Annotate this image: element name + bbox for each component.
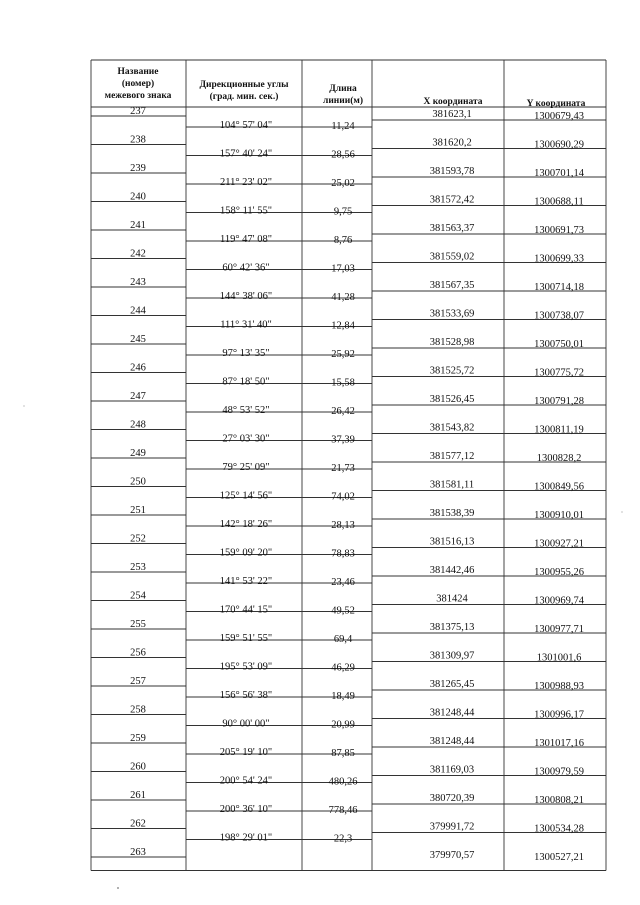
y-coordinate-value: 1300977,71 xyxy=(534,624,584,635)
line-length-value: 28,13 xyxy=(331,520,355,531)
direction-angle-value: 27° 03' 30" xyxy=(222,433,270,445)
y-coordinate-value: 1300811,19 xyxy=(534,424,584,436)
point-name: 245 xyxy=(130,334,146,345)
x-coordinate-value: 381533,69 xyxy=(429,308,475,320)
point-name: 256 xyxy=(130,647,146,659)
direction-angle-value: 159° 09' 20" xyxy=(219,547,273,559)
direction-angle-value: 157° 40' 24" xyxy=(219,148,273,160)
line-length-value: 9,75 xyxy=(333,206,353,218)
point-name: 247 xyxy=(130,391,146,402)
direction-angle-value: 87° 18' 50" xyxy=(222,376,270,388)
scan-speck xyxy=(23,405,24,406)
direction-angle-value: 144° 38' 06" xyxy=(219,291,273,302)
line-length-value: 74,02 xyxy=(331,491,355,503)
point-name: 244 xyxy=(130,305,146,317)
x-coordinate-value: 381265,45 xyxy=(429,679,475,690)
x-coordinate-value: 381528,98 xyxy=(429,337,475,348)
header-y-coordinate: Y координата xyxy=(526,99,586,109)
point-name: 260 xyxy=(130,761,146,773)
x-coordinate-value: 381538,39 xyxy=(429,508,475,519)
line-length-value: 11,24 xyxy=(331,121,355,132)
y-coordinate-value: 1300690,29 xyxy=(534,139,584,151)
direction-angle-value: 97° 13' 35" xyxy=(222,348,270,359)
direction-angle-value: 141° 53' 22" xyxy=(219,576,273,587)
line-length-value: 8,76 xyxy=(333,235,353,246)
y-coordinate-value: 1301001,6 xyxy=(536,652,582,664)
point-name: 239 xyxy=(130,163,146,174)
direction-angle-value: 211° 23' 02" xyxy=(220,177,272,188)
scan-specks xyxy=(23,405,622,889)
line-length-value: 41,28 xyxy=(331,292,355,303)
direction-angle-value: 198° 29' 01" xyxy=(219,832,273,844)
x-coordinate-value: 381563,37 xyxy=(429,223,475,234)
line-length-value: 37,39 xyxy=(331,434,355,446)
x-coordinate-value: 381248,44 xyxy=(429,707,475,719)
y-coordinate-value: 1300955,26 xyxy=(534,567,584,578)
table-body xyxy=(130,106,585,863)
y-coordinate-value: 1300750,01 xyxy=(534,339,584,350)
header-x-coordinate: X координата xyxy=(423,97,483,107)
point-name: 263 xyxy=(130,847,146,858)
point-name: 248 xyxy=(130,419,146,431)
x-coordinate-value: 381424 xyxy=(436,593,468,605)
y-coordinate-value: 1300828,2 xyxy=(536,453,582,464)
x-coordinate-value: 381577,12 xyxy=(429,451,475,462)
y-coordinate-value: 1300988,93 xyxy=(534,681,584,692)
header-name-line-1: Название xyxy=(117,67,159,77)
x-coordinate-value: 381572,42 xyxy=(429,194,475,206)
x-coordinate-value: 381581,11 xyxy=(429,479,475,491)
point-name: 257 xyxy=(130,676,146,687)
line-length-value: 778,46 xyxy=(328,805,358,816)
line-length-value: 46,29 xyxy=(331,662,355,674)
point-name: 259 xyxy=(130,733,146,744)
point-name: 243 xyxy=(130,277,146,288)
x-coordinate-value: 381593,78 xyxy=(429,166,475,177)
header-name-line-2: (номер) xyxy=(121,79,155,89)
x-coordinate-value: 381442,46 xyxy=(429,565,475,576)
direction-angle-value: 205° 19' 10" xyxy=(219,747,273,758)
point-name: 258 xyxy=(130,704,146,716)
direction-angle-value: 48° 53' 52" xyxy=(222,405,270,416)
line-length-value: 18,49 xyxy=(331,691,355,702)
y-coordinate-value: 1300738,07 xyxy=(534,310,584,322)
direction-angle-value: 158° 11' 55" xyxy=(220,205,272,217)
x-coordinate-value: 381623,1 xyxy=(432,109,472,120)
header-angle-line-2: (град. мин. сек.) xyxy=(209,92,279,102)
line-length-value: 23,46 xyxy=(331,577,355,588)
scan-speck xyxy=(117,887,119,889)
x-coordinate-value: 379991,72 xyxy=(429,821,475,833)
header-name-line-3: межевого знака xyxy=(104,91,172,101)
line-length-value: 87,85 xyxy=(331,748,355,759)
point-name: 255 xyxy=(130,619,146,630)
point-name: 262 xyxy=(130,818,146,830)
line-length-value: 22,3 xyxy=(333,833,353,845)
direction-angle-value: 125° 14' 56" xyxy=(219,490,273,502)
direction-angle-value: 104° 57' 04" xyxy=(219,120,273,131)
direction-angle-value: 200° 54' 24" xyxy=(219,775,273,787)
line-length-value: 20,99 xyxy=(331,719,355,731)
point-name: 237 xyxy=(130,106,146,117)
y-coordinate-value: 1300714,18 xyxy=(534,282,584,293)
header-angle-line-1: Дирекционные углы xyxy=(199,80,289,90)
y-coordinate-value: 1300527,21 xyxy=(534,852,584,863)
direction-angle-value: 60° 42' 36" xyxy=(222,262,270,274)
y-coordinate-value: 1300910,01 xyxy=(534,510,584,521)
line-length-value: 78,83 xyxy=(331,548,355,560)
direction-angle-value: 170° 44' 15" xyxy=(219,604,273,616)
line-length-value: 25,92 xyxy=(331,349,355,360)
point-name: 246 xyxy=(130,362,146,374)
x-coordinate-value: 381620,2 xyxy=(432,137,472,149)
point-name: 241 xyxy=(130,220,146,231)
line-length-value: 12,84 xyxy=(331,320,355,332)
point-name: 261 xyxy=(130,790,146,801)
scan-speck xyxy=(621,511,622,512)
x-coordinate-value: 379970,57 xyxy=(429,850,475,861)
x-coordinate-value: 381543,82 xyxy=(429,422,475,434)
direction-angle-value: 195° 53' 09" xyxy=(219,661,273,673)
y-coordinate-value: 1300701,14 xyxy=(534,168,584,179)
line-length-value: 480,26 xyxy=(328,776,358,788)
direction-angle-value: 142° 18' 26" xyxy=(219,519,273,530)
line-length-value: 21,73 xyxy=(331,463,355,474)
y-coordinate-value: 1300996,17 xyxy=(534,709,584,721)
direction-angle-value: 111° 31' 40" xyxy=(220,319,272,331)
x-coordinate-value: 381248,44 xyxy=(429,736,475,747)
direction-angle-value: 159° 51' 55" xyxy=(219,633,273,644)
x-coordinate-value: 381375,13 xyxy=(429,622,475,633)
x-coordinate-value: 381525,72 xyxy=(429,365,475,377)
y-coordinate-value: 1301017,16 xyxy=(534,738,584,749)
y-coordinate-value: 1300791,28 xyxy=(534,396,584,407)
direction-angle-value: 200° 36' 10" xyxy=(219,804,273,815)
table-header xyxy=(105,67,586,109)
y-coordinate-value: 1300808,21 xyxy=(534,795,584,806)
x-coordinate-value: 381309,97 xyxy=(429,650,475,662)
header-length-line-2: линии(м) xyxy=(322,96,364,106)
y-coordinate-value: 1300534,28 xyxy=(534,823,584,835)
line-length-value: 17,03 xyxy=(331,263,355,275)
line-length-value: 69,4 xyxy=(333,634,353,645)
y-coordinate-value: 1300979,59 xyxy=(534,766,584,778)
point-name: 242 xyxy=(130,248,146,260)
x-coordinate-value: 381567,35 xyxy=(429,280,475,291)
point-name: 252 xyxy=(130,533,146,545)
point-name: 250 xyxy=(130,476,146,488)
x-coordinate-value: 381516,13 xyxy=(429,536,475,548)
point-name: 254 xyxy=(130,590,146,602)
point-name: 238 xyxy=(130,134,146,146)
point-name: 249 xyxy=(130,448,146,459)
point-name: 251 xyxy=(130,505,146,516)
y-coordinate-value: 1300688,11 xyxy=(534,196,584,208)
line-length-value: 26,42 xyxy=(331,406,355,417)
direction-angle-value: 79° 25' 09" xyxy=(222,462,270,473)
x-coordinate-value: 381559,02 xyxy=(429,251,475,263)
direction-angle-value: 90° 00' 00" xyxy=(222,718,270,730)
y-coordinate-value: 1300699,33 xyxy=(534,253,584,265)
line-length-value: 25,02 xyxy=(331,178,355,189)
header-length-line-1: Длина xyxy=(329,84,357,94)
y-coordinate-value: 1300969,74 xyxy=(534,595,584,607)
point-name: 253 xyxy=(130,562,146,573)
x-coordinate-value: 380720,39 xyxy=(429,793,475,804)
y-coordinate-value: 1300691,73 xyxy=(534,225,584,236)
y-coordinate-value: 1300927,21 xyxy=(534,538,584,550)
x-coordinate-value: 381526,45 xyxy=(429,394,475,405)
point-name: 240 xyxy=(130,191,146,203)
x-coordinate-value: 381169,03 xyxy=(429,764,475,776)
line-length-value: 15,58 xyxy=(331,377,355,389)
y-coordinate-value: 1300849,56 xyxy=(534,481,584,493)
y-coordinate-value: 1300775,72 xyxy=(534,367,584,379)
direction-angle-value: 119° 47' 08" xyxy=(220,234,272,245)
y-coordinate-value: 1300679,43 xyxy=(534,111,584,122)
direction-angle-value: 156° 56' 38" xyxy=(219,690,273,701)
line-length-value: 49,52 xyxy=(331,605,355,617)
line-length-value: 28,56 xyxy=(331,149,355,161)
